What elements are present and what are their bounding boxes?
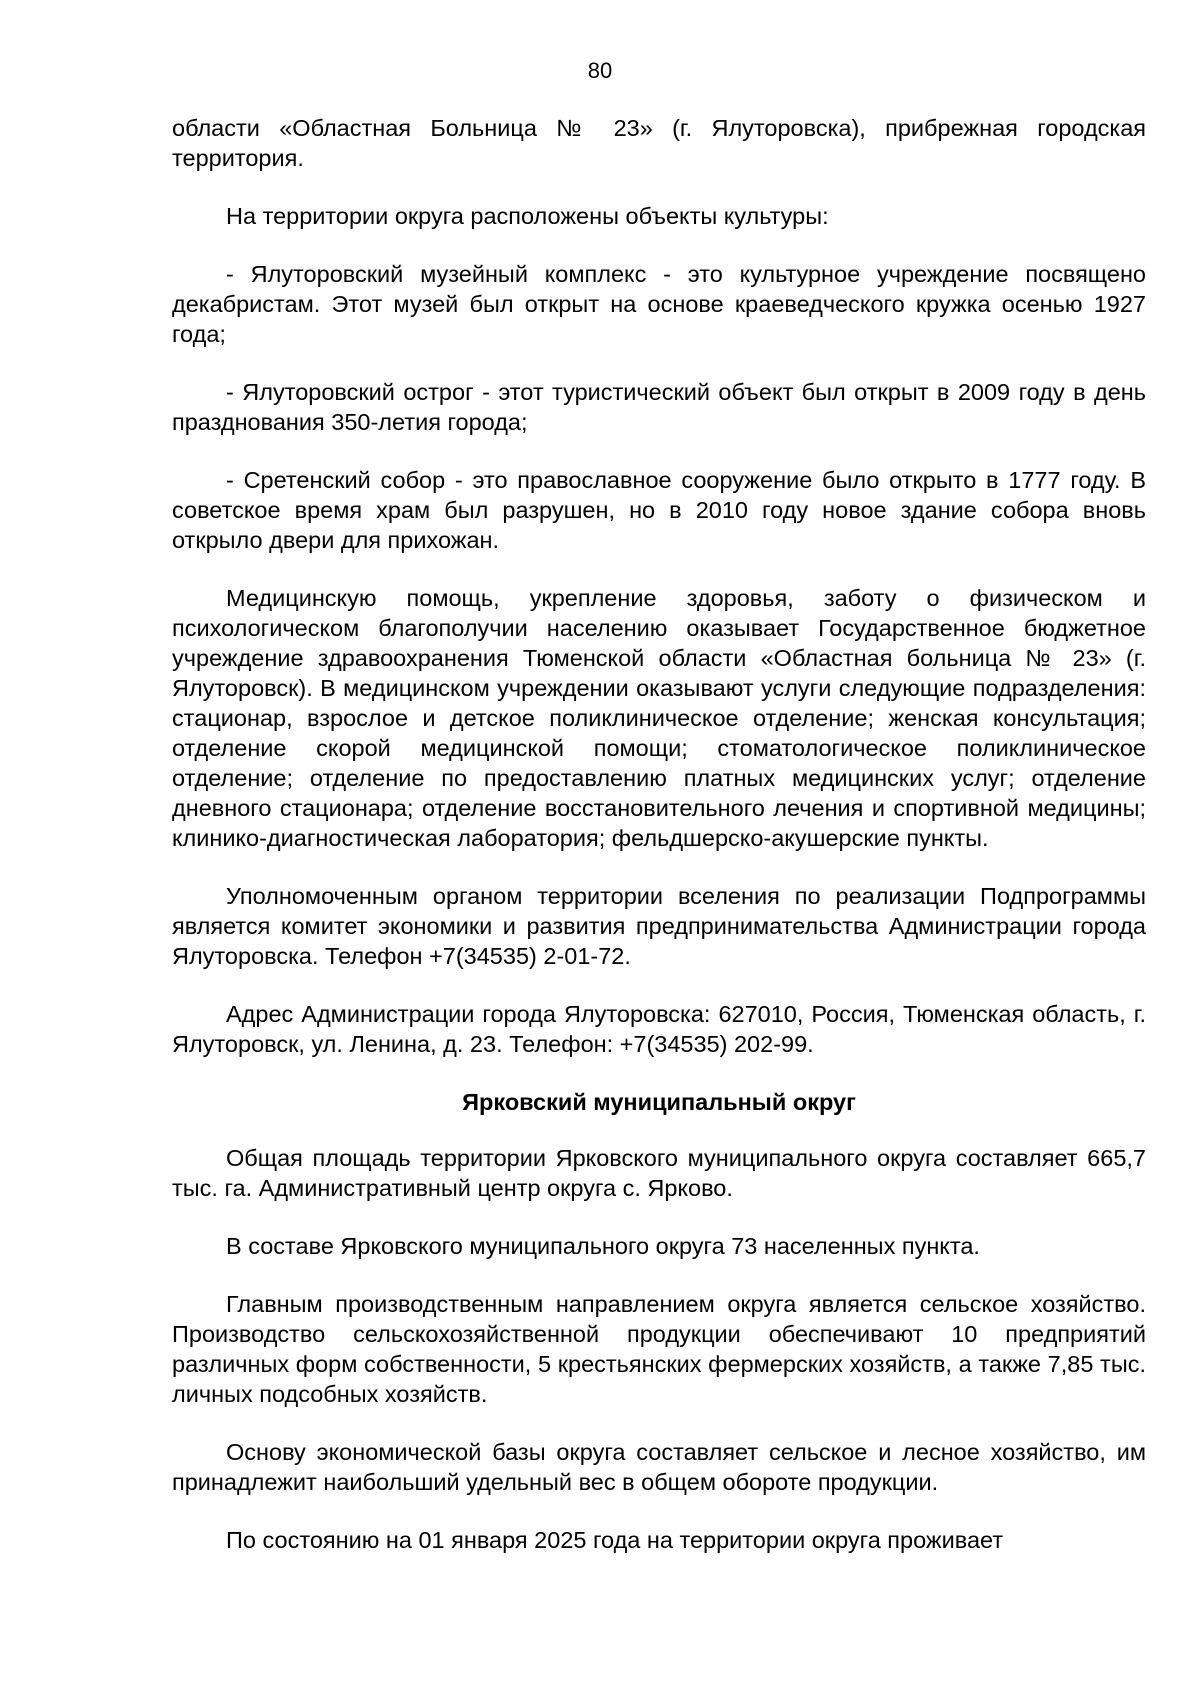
paragraph-culture-intro: На территории округа расположены объекты культуры: <box>226 203 829 229</box>
section-heading: Ярковский муниципальный округ <box>462 1089 856 1115</box>
paragraph-medical: Медицинскую помощь, укрепление здоровья, заботу о физическом и психологическом благополучии населению оказывает Государственное бюджетное учреждение здравоохранения Тюменской области «Областная больница № 23» (г. Ялуторовск). В медицинском учреждении оказывают услуги следующие подразделения: стационар, взрослое и детское поликлиническое отделение; женская консультация; отделение скорой медицинской помощи; стоматологическое поликлиническое отделение; отделение по предоставлению платных медицинских услуг; отделение дневного стационара; отделение восстановительного лечения и спортивной медицины; клинико-диагностическая лаборатория; фельдшерско-акушерские пункты. <box>172 585 1146 851</box>
page-number: 80 <box>587 58 613 83</box>
paragraph-continuation: области «Областная Больница № 23» (г. Ялуторовска), прибрежная городская территория. <box>172 115 1146 171</box>
list-item-museum: - Ялуторовский музейный комплекс - это культурное учреждение посвящено декабристам. Этот музей был открыт на основе краеведческого кружка осенью 1927 года; <box>172 261 1146 347</box>
paragraph-authorized-body: Уполномоченным органом территории вселения по реализации Подпрограммы является комитет экономики и развития предпринимательства Администрации города Ялуторовска. Телефон +7(34535) 2-01-72. <box>172 883 1146 969</box>
paragraph-population: По состоянию на 01 января 2025 года на территории округа проживает <box>226 1527 1004 1553</box>
paragraph-address: Адрес Администрации города Ялуторовска: 627010, Россия, Тюменская область, г. Ялуторовск, ул. Ленина, д. 23. Телефон: +7(34535) 202-99. <box>172 1001 1146 1057</box>
list-item-sobor: - Сретенский собор - это православное сооружение было открыто в 1777 году. В советское время храм был разрушен, но в 2010 году новое здание собора вновь открыло двери для прихожан. <box>172 467 1146 553</box>
paragraph-agriculture: Главным производственным направлением округа является сельское хозяйство. Производство сельскохозяйственной продукции обеспечивают 10 предприятий различных форм собственности, 5 крестьянских фермерских хозяйств, а также 7,85 тыс. личных подсобных хозяйств. <box>172 1291 1146 1407</box>
paragraph-settlements: В составе Ярковского муниципального округа 73 населенных пункта. <box>226 1233 980 1259</box>
document-body <box>172 113 1146 1583</box>
paragraph-area: Общая площадь территории Ярковского муниципального округа составляет 665,7 тыс. га. Административный центр округа с. Ярково. <box>172 1145 1146 1201</box>
list-item-ostrog: - Ялуторовский острог - этот туристический объект был открыт в 2009 году в день празднования 350-летия города; <box>172 379 1146 435</box>
paragraph-economy: Основу экономической базы округа составляет сельское и лесное хозяйство, им принадлежит наибольший удельный вес в общем обороте продукции. <box>172 1439 1146 1495</box>
